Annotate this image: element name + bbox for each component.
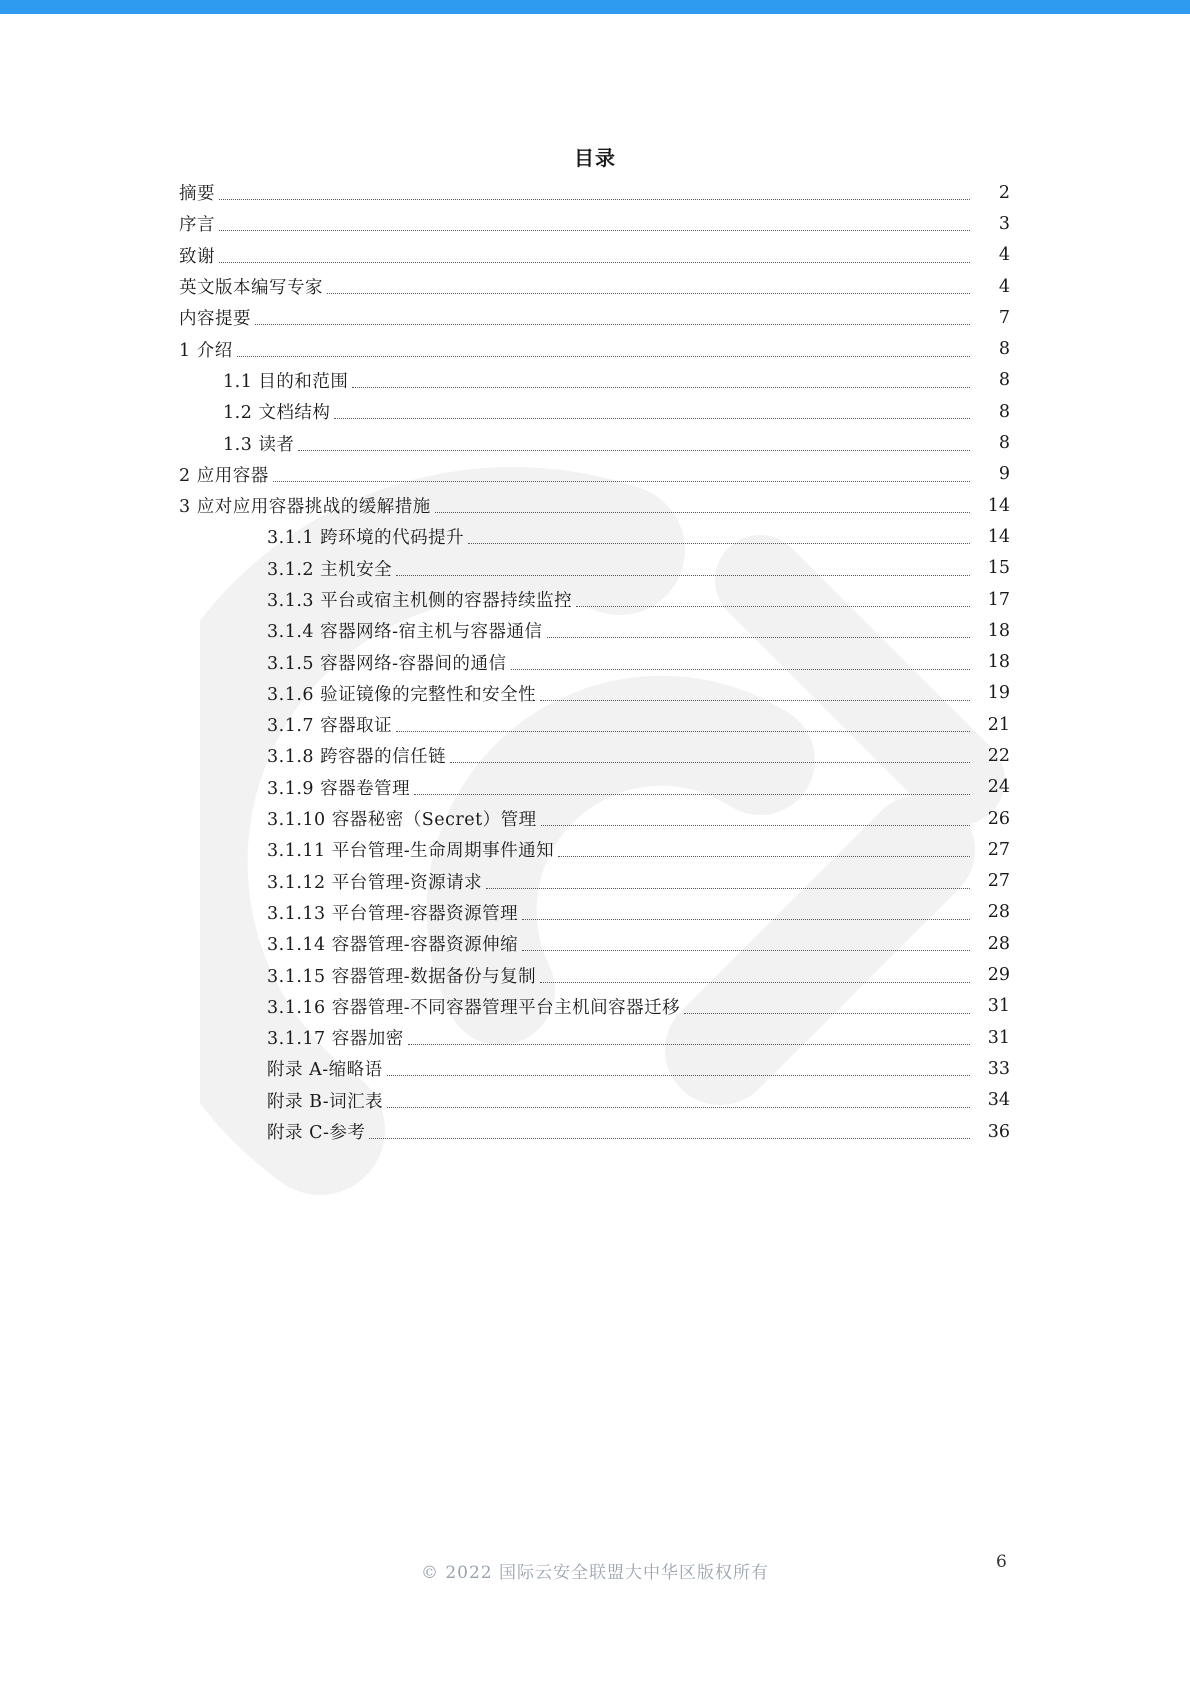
toc-dot-leader [387,1075,970,1076]
top-accent-bar [0,0,1190,14]
toc-entry[interactable] [0,740,1190,771]
toc-entry-label: 3.1.2 主机安全 [267,559,393,580]
toc-entry-label: 摘要 [179,184,215,205]
toc-entry[interactable] [0,646,1190,677]
toc-entry-page: 4 [998,276,1010,297]
toc-entry[interactable] [0,834,1190,865]
toc-dot-leader [219,230,970,231]
toc-entry-label: 3.1.14 容器管理-容器资源伸缩 [267,935,519,956]
toc-entry[interactable] [0,678,1190,709]
toc-entry-label: 1.3 读者 [223,434,295,455]
toc-entry-page: 27 [987,871,1010,892]
toc-entry-page: 8 [998,339,1010,360]
toc-entry[interactable] [0,521,1190,552]
toc-entry-label: 3.1.9 容器卷管理 [267,778,411,799]
toc-entry[interactable] [0,271,1190,302]
toc-dot-leader [352,387,970,388]
toc-entry-label: 3.1.15 容器管理-数据备份与复制 [267,966,537,987]
toc-dot-leader [298,450,970,451]
toc-entry[interactable] [0,208,1190,239]
toc-entry[interactable] [0,991,1190,1022]
toc-entry-label: 3.1.3 平台或宿主机侧的容器持续监控 [267,591,573,611]
toc-entry-page: 31 [987,996,1010,1017]
toc-dot-leader [273,481,970,482]
toc-entry-page: 4 [998,245,1010,266]
footer-page-number: 6 [996,1552,1007,1572]
toc-entry-label: 1.1 目的和范围 [223,371,349,392]
toc-entry-page: 22 [987,745,1010,766]
toc-entry-page: 15 [987,558,1010,579]
toc-entry-label: 附录 C-参考 [267,1123,366,1144]
toc-dot-leader [396,575,970,576]
toc-entry-label: 3.1.5 容器网络-容器间的通信 [267,653,507,674]
toc-entry-label: 1 介绍 [179,340,233,361]
toc-entry-page: 14 [987,495,1010,516]
toc-entry[interactable] [0,1022,1190,1053]
toc-entry-page: 33 [987,1058,1010,1079]
toc-entry-label: 附录 B-词汇表 [267,1091,384,1112]
toc-entry[interactable] [0,959,1190,990]
toc-entry[interactable] [0,177,1190,208]
toc-entry-label: 序言 [179,215,215,236]
toc-dot-leader [486,888,970,889]
toc-entry[interactable] [0,333,1190,364]
toc-entry-page: 28 [987,902,1010,923]
toc-entry-page: 21 [987,714,1010,735]
toc-dot-leader [511,669,970,670]
toc-entry[interactable] [0,615,1190,646]
toc-dot-leader [387,1107,970,1108]
toc-dot-leader [219,262,970,263]
toc-entry-page: 9 [998,464,1010,485]
toc-entry-page: 18 [987,652,1010,673]
toc-dot-leader [540,982,970,983]
toc-dot-leader [237,356,970,357]
toc-dot-leader [547,637,970,638]
toc-entry-page: 28 [987,933,1010,954]
toc-entry-page: 27 [987,839,1010,860]
toc-dot-leader [468,543,970,544]
toc-entry-page: 8 [998,401,1010,422]
toc-entry[interactable] [0,396,1190,427]
toc-entry[interactable] [0,1053,1190,1084]
footer-copyright: © 2022 国际云安全联盟大中华区版权所有 [420,1563,770,1583]
toc-entry-page: 29 [987,965,1010,986]
toc-entry-page: 19 [987,683,1010,704]
toc-dot-leader [414,794,970,795]
toc-entry-label: 2 应用容器 [179,465,269,486]
toc-entry-label: 3.1.6 验证镜像的完整性和安全性 [267,684,537,705]
toc-entry[interactable] [0,1116,1190,1147]
toc-entry-label: 英文版本编写专家 [179,278,323,299]
toc-entry[interactable] [0,553,1190,584]
toc-dot-leader [684,1013,970,1014]
toc-dot-leader [558,856,970,857]
toc-entry-label: 3.1.12 平台管理-资源请求 [267,872,483,893]
toc-entry[interactable] [0,928,1190,959]
toc-entry-label: 3.1.8 跨容器的信任链 [267,747,447,768]
toc-entry[interactable] [0,302,1190,333]
toc-entry[interactable] [0,584,1190,615]
toc-dot-leader [255,324,970,325]
toc-entry[interactable] [0,459,1190,490]
toc-dot-leader [522,950,970,951]
toc-entry[interactable] [0,490,1190,521]
toc-entry-label: 1.2 文档结构 [223,403,331,424]
toc-entry[interactable] [0,1085,1190,1116]
toc-title: 目录 [574,146,616,170]
toc-dot-leader [396,731,970,732]
toc-entry-label: 3.1.1 跨环境的代码提升 [267,528,465,549]
toc-entry-label: 致谢 [179,246,215,267]
toc-dot-leader [522,919,970,920]
toc-entry-page: 14 [987,526,1010,547]
toc-entry-page: 8 [998,370,1010,391]
toc-dot-leader [540,700,970,701]
toc-entry-page: 17 [987,589,1010,610]
toc-entry[interactable] [0,897,1190,928]
toc-entry-page: 26 [987,808,1010,829]
toc-entry-label: 3.1.7 容器取证 [267,716,393,737]
toc-entry-label: 3.1.4 容器网络-宿主机与容器通信 [267,622,543,643]
toc-dot-leader [334,418,970,419]
toc-dot-leader [408,1044,970,1045]
toc-entry-page: 2 [998,182,1010,203]
toc-entry[interactable] [0,866,1190,897]
toc-entry-page: 24 [987,777,1010,798]
toc-entry[interactable] [0,709,1190,740]
toc-entry-label: 3.1.16 容器管理-不同容器管理平台主机间容器迁移 [267,997,681,1018]
toc-dot-leader [450,762,970,763]
toc-entry-page: 3 [998,213,1010,234]
toc-entry-label: 3 应对应用容器挑战的缓解措施 [179,497,431,518]
toc-dot-leader [576,606,970,607]
toc-entry[interactable] [0,772,1190,803]
toc-entry-page: 18 [987,620,1010,641]
toc-entry-page: 7 [998,307,1010,328]
toc-entry-label: 3.1.17 容器加密 [267,1029,404,1050]
toc-dot-leader [219,199,970,200]
toc-dot-leader [327,293,970,294]
toc-entry-label: 附录 A-缩略语 [267,1060,383,1081]
toc-dot-leader [541,825,970,826]
toc-dot-leader [435,512,970,513]
toc-entry[interactable] [0,803,1190,834]
toc-entry-label: 3.1.13 平台管理-容器资源管理 [267,903,519,924]
toc-entry-page: 8 [998,433,1010,454]
table-of-contents [0,177,1190,1147]
toc-entry[interactable] [0,427,1190,458]
toc-entry[interactable] [0,365,1190,396]
toc-entry-label: 3.1.10 容器秘密（Secret）管理 [267,810,537,831]
toc-entry[interactable] [0,240,1190,271]
toc-entry-page: 34 [987,1090,1010,1111]
toc-entry-label: 3.1.11 平台管理-生命周期事件通知 [267,841,555,862]
toc-entry-label: 内容提要 [179,309,251,330]
toc-entry-page: 31 [987,1027,1010,1048]
toc-entry-page: 36 [987,1121,1010,1142]
toc-dot-leader [369,1138,970,1139]
